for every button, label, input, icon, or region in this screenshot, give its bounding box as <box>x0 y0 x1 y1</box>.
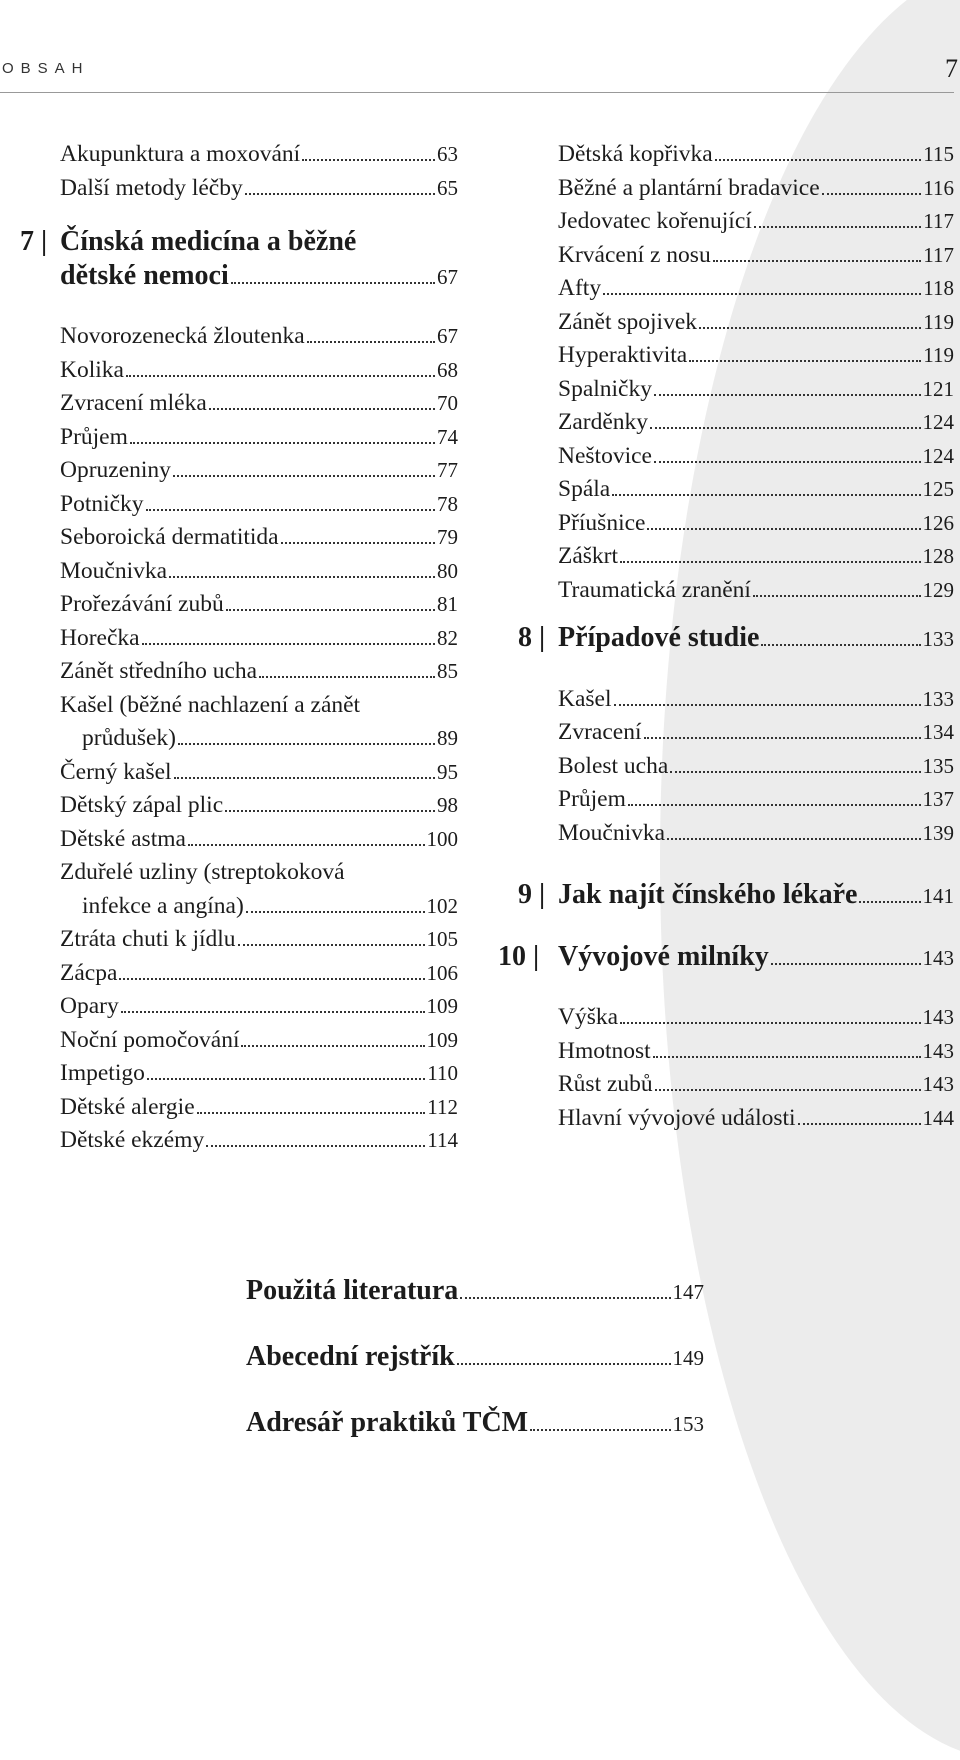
toc-entry[interactable]: Zánět středního ucha 85 <box>60 658 458 684</box>
dot-leader <box>121 1011 425 1013</box>
toc-entry[interactable]: Novorozenecká žloutenka 67 <box>60 323 458 349</box>
toc-entry[interactable]: Růst zubů 143 <box>558 1071 954 1097</box>
toc-entry[interactable]: Hyperaktivita 119 <box>558 342 954 368</box>
dot-leader <box>798 1123 921 1125</box>
toc-entry[interactable]: Průjem 74 <box>60 423 458 450</box>
toc-entry[interactable]: Výška 143 <box>558 1004 954 1030</box>
toc-entry[interactable]: Dětské astma 100 <box>60 825 458 852</box>
toc-entry[interactable]: Další metody léčby 65 <box>60 174 458 201</box>
toc-entry[interactable]: Zánět spojivek 119 <box>558 308 954 335</box>
dot-leader <box>670 771 920 773</box>
dot-leader <box>307 341 435 343</box>
toc-entry[interactable]: Moučnivka 139 <box>558 819 954 846</box>
toc-entry-continuation[interactable]: průdušek) 89 <box>82 725 458 751</box>
toc-entry[interactable]: Běžné a plantární bradavice 116 <box>558 174 954 201</box>
toc-entry[interactable]: Traumatická zranění 129 <box>558 576 954 603</box>
dot-leader <box>647 528 920 530</box>
dot-leader <box>713 260 922 262</box>
dot-leader <box>302 159 435 161</box>
toc-entry[interactable]: Ztráta chuti k jídlu 105 <box>60 926 458 952</box>
toc-entry[interactable]: Noční pomočování 109 <box>60 1026 458 1053</box>
toc-entry-continuation[interactable]: infekce a angína) 102 <box>82 892 458 919</box>
dot-leader <box>174 777 435 779</box>
chapter-7-heading-line2[interactable]: dětské nemoci 67 <box>60 259 458 291</box>
chapter-9-heading[interactable]: 9 | Jak najít čínského lékaře 141 <box>518 879 954 910</box>
dot-leader <box>188 844 425 846</box>
dot-leader <box>628 804 921 806</box>
toc-entry[interactable]: Horečka 82 <box>60 624 458 651</box>
toc-entry[interactable]: Zvracení mléka 70 <box>60 390 458 416</box>
toc-left-column <box>0 138 458 1158</box>
dot-leader <box>689 360 921 362</box>
chapter-10-heading[interactable]: 10 | Vývojové milníky 143 <box>498 940 954 972</box>
dot-leader <box>655 1089 921 1091</box>
dot-leader <box>612 494 920 496</box>
dot-leader <box>650 427 920 429</box>
toc-entry[interactable]: Jedovatec kořenující 117 <box>558 208 954 234</box>
dot-leader <box>225 810 435 812</box>
toc-entry[interactable]: Spála 125 <box>558 476 954 502</box>
toc-entry[interactable]: Moučnivka 80 <box>60 557 458 584</box>
toc-entry[interactable]: Kašel 133 <box>558 685 954 712</box>
toc-entry[interactable]: Akupunktura a moxování 63 <box>60 141 458 167</box>
dot-leader <box>654 394 921 396</box>
toc-entry[interactable]: Krvácení z nosu 117 <box>558 241 954 268</box>
toc-entry[interactable]: Bolest ucha 135 <box>558 752 954 779</box>
toc-entry[interactable]: Dětská kopřivka 115 <box>558 141 954 167</box>
dot-leader <box>859 901 920 903</box>
back-matter <box>246 1258 704 1456</box>
dot-leader <box>238 944 425 946</box>
toc-entry[interactable]: Zarděnky 124 <box>558 409 954 435</box>
dot-leader <box>147 1078 425 1080</box>
chapter-7-heading[interactable]: 7 | Čínská medicína a běžné <box>20 226 357 257</box>
dot-leader <box>715 159 922 161</box>
toc-entry[interactable]: Záškrt 128 <box>558 543 954 569</box>
back-matter-entry[interactable]: Použitá literatura 147 <box>246 1275 704 1306</box>
dot-leader <box>142 643 435 645</box>
dot-leader <box>644 737 921 739</box>
toc-entry[interactable]: Opary 109 <box>60 993 458 1019</box>
toc-entry[interactable]: Dětské ekzémy 114 <box>60 1127 458 1153</box>
dot-leader <box>126 375 435 377</box>
toc-entry[interactable]: Neštovice 124 <box>558 442 954 469</box>
dot-leader <box>620 1022 920 1024</box>
page-number: 7 <box>945 54 958 83</box>
dot-leader <box>753 595 921 597</box>
dot-leader <box>614 704 921 706</box>
dot-leader <box>130 442 435 444</box>
toc-entry[interactable]: Impetigo 110 <box>60 1060 458 1086</box>
dot-leader <box>246 911 425 913</box>
dot-leader <box>169 576 435 578</box>
dot-leader <box>173 475 435 477</box>
toc-entry[interactable]: Prořezávání zubů 81 <box>60 591 458 617</box>
dot-leader <box>457 1363 671 1365</box>
dot-leader <box>460 1297 670 1299</box>
dot-leader <box>653 1056 921 1058</box>
back-matter-entry[interactable]: Adresář praktiků TČM 153 <box>246 1407 704 1438</box>
dot-leader <box>654 461 921 463</box>
dot-leader <box>146 509 435 511</box>
toc-entry[interactable]: Spalničky 121 <box>558 375 954 402</box>
dot-leader <box>206 1145 425 1147</box>
toc-entry-multiline[interactable]: Zduřelé uzliny (streptokoková <box>60 859 345 885</box>
toc-entry-multiline[interactable]: Kašel (běžné nachlazení a zánět <box>60 691 361 718</box>
dot-leader <box>197 1112 426 1114</box>
toc-entry[interactable]: Hlavní vývojové události 144 <box>558 1104 954 1131</box>
dot-leader <box>667 838 920 840</box>
back-matter-entry[interactable]: Abecední rejstřík 149 <box>246 1341 704 1372</box>
toc-entry[interactable]: Zvracení 134 <box>558 719 954 745</box>
toc-entry[interactable]: Afty 118 <box>558 275 954 301</box>
dot-leader <box>245 193 435 195</box>
running-head: OBSAH <box>2 60 90 77</box>
page-header <box>0 54 960 88</box>
dot-leader <box>771 963 921 965</box>
dot-leader <box>178 743 435 745</box>
dot-leader <box>226 609 435 611</box>
dot-leader <box>119 978 424 980</box>
dot-leader <box>822 193 922 195</box>
dot-leader <box>761 644 920 646</box>
toc-entry[interactable]: Hmotnost 143 <box>558 1037 954 1064</box>
toc-entry[interactable]: Průjem 137 <box>558 786 954 812</box>
toc-entry[interactable]: Černý kašel 95 <box>60 758 458 785</box>
toc-entry[interactable]: Kolika 68 <box>60 356 458 383</box>
dot-leader <box>530 1429 670 1431</box>
toc-entry[interactable]: Potničky 78 <box>60 490 458 517</box>
dot-leader <box>259 676 435 678</box>
toc-entry[interactable]: Dětský zápal plic 98 <box>60 792 458 818</box>
dot-leader <box>241 1045 424 1047</box>
toc-entry[interactable]: Dětské alergie 112 <box>60 1093 458 1120</box>
dot-leader <box>209 408 435 410</box>
dot-leader <box>699 327 921 329</box>
dot-leader <box>603 293 921 295</box>
toc-entry[interactable]: Opruzeniny 77 <box>60 457 458 483</box>
toc-entry[interactable]: Příušnice 126 <box>558 509 954 536</box>
header-rule <box>0 92 954 93</box>
toc-entry[interactable]: Seboroická dermatitida 79 <box>60 524 458 550</box>
toc-entry[interactable]: Zácpa 106 <box>60 959 458 986</box>
chapter-8-heading[interactable]: 8 | Případové studie 133 <box>518 622 954 653</box>
dot-leader <box>281 542 435 544</box>
toc-right-column <box>498 138 954 1135</box>
dot-leader <box>620 561 920 563</box>
dot-leader <box>231 282 435 284</box>
dot-leader <box>754 226 921 228</box>
